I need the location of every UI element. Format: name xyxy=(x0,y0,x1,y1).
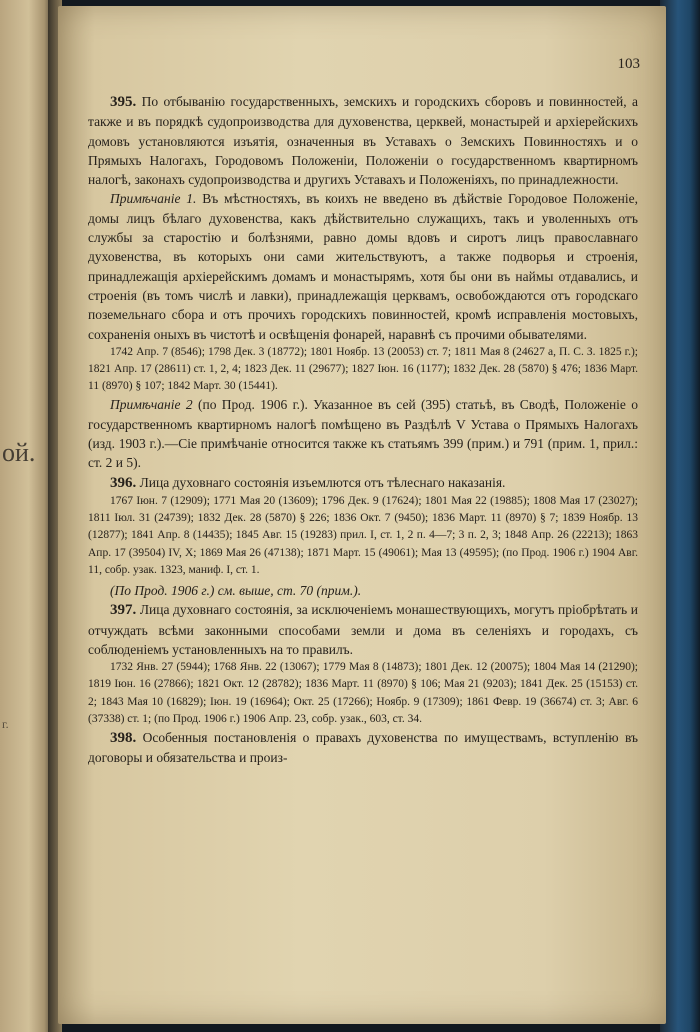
article-number: 396. xyxy=(110,474,137,491)
article-396-citations: 1767 Іюн. 7 (12909); 1771 Мая 20 (13609); 1796 Дек. 9 (17624); 1801 Мая 22 (19885); 1808 Мая 17 (23027); 1811 Іюл. 31 (24739); 1832 Дек. 28 (5870) § 226; 1836 Окт. 7 (9450); 1836 Март. 11 (8970) § 7; 1839 Ноябр. 13 (12877); 1841 Апр. 8 (14435); 1845 Авг. 15 (19283) прил. І, ст. 1, 2 п. 4—7; 3 п. 2, 3; 1848 Апр. 26 (22213); 1863 Апр. 17 (39504) IV, X; 1869 Мая 26 (47138); 1871 Март. 15 (49061); Мая 13 (49595); (по Прод. 1906 г.) 1904 Авг. 11, собр. узак. 1323, маниф. І, ст. 1. xyxy=(88,494,638,576)
article-text: Лица духовнаго состоянія изъемлются отъ тѣлеснаго наказанія. xyxy=(139,474,506,490)
article-398 xyxy=(88,728,638,768)
article-397 xyxy=(88,600,638,659)
cross-reference: (По Прод. 1906 г.) см. выше, ст. 70 (прим.). xyxy=(110,582,362,598)
book-cover-edge xyxy=(660,0,700,1032)
note-text: (по Прод. 1906 г.). Указанное въ сей (395) статьѣ, въ Сводѣ, Положеніе о государственномъ квартирномъ налогѣ помѣщено въ Раздѣлѣ V Устава о Прямыхъ Налогахъ (изд. 1903 г.).—Сіе примѣчаніе относится также къ статьямъ 399 (прим.) и 791 (прим. 1, прил.: ст. 2 и 5). xyxy=(88,397,639,471)
article-number: 398. xyxy=(110,729,137,746)
note-title: Примѣчаніе 2 xyxy=(110,397,193,413)
article-395 xyxy=(88,92,638,189)
article-397-citations: 1732 Янв. 27 (5944); 1768 Янв. 22 (13067); 1779 Мая 8 (14873); 1801 Дек. 12 (20075); 1804 Мая 14 (21290); 1819 Іюн. 16 (27866); 1821 Окт. 12 (28782); 1836 Март. 11 (8970) § 106; Мая 21 (9203); 1841 Дек. 25 (15153) ст. 2; 1843 Мая 10 (16829); Іюн. 19 (16964); Окт. 25 (17266); Ноябр. 9 (17309); 1861 Февр. 19 (36674) ст. 3; Авг. 6 (37338) ст. 1; (по Прод. 1906 г.) 1906 Апр. 23, собр. узак., 603, ст. 34. xyxy=(88,661,638,725)
note-title: Примѣчаніе 1. xyxy=(110,191,197,207)
note-1-citations: 1742 Апр. 7 (8546); 1798 Дек. 3 (18772); 1801 Ноябр. 13 (20053) ст. 7; 1811 Мая 8 (24627 а, П. С. З. 1825 г.); 1821 Апр. 17 (28611) ст. 1, 2, 4; 1823 Дек. 11 (29677); 1827 Іюн. 16 (1177); 1832 Дек. 28 (5870) § 476; 1836 Март. 11 (8970) § 107; 1842 Март. 30 (15441). xyxy=(88,345,638,393)
article-396 xyxy=(88,473,638,493)
article-text: По отбыванію государственныхъ, земскихъ и городскихъ сборовъ и повинностей, а также и въ порядкѣ судопроизводства для духовенства, церквей, монастырей и архіерейскихъ домовъ установляются изъятія, означенныя въ Уставахъ о Земскихъ Повинностяхъ и о Прямыхъ Налогахъ, Городовомъ Положеніи, Положеніи о государственномъ квартирномъ налогѣ, законахъ судопроизводства и другихъ Уставахъ и Положеніяхъ, по принадлежности. xyxy=(88,94,638,188)
left-page-fragment: ой. xyxy=(2,438,36,467)
note-2 xyxy=(88,395,638,472)
left-page-fragment: г. xyxy=(2,717,9,731)
left-page-edge xyxy=(0,0,52,1032)
page-text xyxy=(88,92,638,768)
book-page xyxy=(58,6,666,1024)
note-1 xyxy=(88,189,638,343)
note-text: Въ мѣстностяхъ, въ коихъ не введено въ дѣйствіе Городовое Положеніе, домы лицъ бѣлаго духовенства, какъ дѣйствительно служащихъ, такъ и уволенныхъ отъ службы за старостію и болѣзнями, равно домы вдовъ и сиротъ лицъ православнаго духовенства, въ которыхъ они сами жительствуютъ, а также подворья и строенія, принадлежащія архіерейскимъ домамъ и монастырямъ, хотя бы они въ наймы отдавались, и строенія (въ томъ числѣ и лавки), принадлежащія церквамъ, освобождаются отъ городскаго поземельнаго сбора и отъ прочихъ городскихъ повинностей, кромѣ исправленія мостовыхъ, сохраненія оныхъ въ чистотѣ и освѣщенія фонарей, наравнѣ съ прочими обывателями. xyxy=(88,191,639,342)
article-text: Особенныя постановленія о правахъ духовенства по имуществамъ, вступленію въ договоры и обязательства и произ- xyxy=(88,729,638,766)
article-number: 395. xyxy=(110,94,137,110)
page-number: 103 xyxy=(617,56,640,72)
article-text: Лица духовнаго состоянія, за исключеніемъ монашествующихъ, могутъ пріобрѣтать и отчуждать всѣми законными способами земли и дома въ селеніяхъ и городахъ, съ соблюденіемъ установленныхъ на то правилъ. xyxy=(88,602,639,657)
article-396-note xyxy=(88,581,638,600)
article-number: 397. xyxy=(110,602,137,619)
